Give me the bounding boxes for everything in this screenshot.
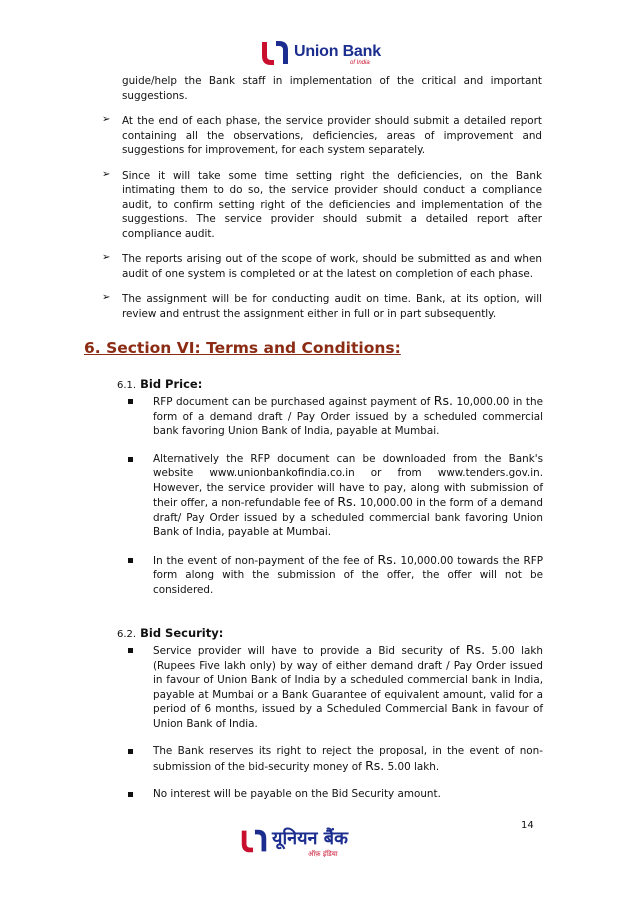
list-item-text: The Bank reserves its right to reject the proposal, in the event of non-submission of the bid-security money of Rs. 5.00 lakh. xyxy=(153,745,543,773)
subsection-number: 6.2. xyxy=(117,629,137,640)
list-item-text: The reports arising out of the scope of work, should be submitted as and when audit of one system is completed or at the latest on completion of each phase. xyxy=(122,253,542,280)
subsection-number: 6.1. xyxy=(117,380,137,391)
list-item xyxy=(127,452,543,540)
square-bullet-icon xyxy=(128,558,133,563)
footer-logo-subtext: ऑफ़ इंडिया xyxy=(308,850,338,858)
page-number: 14 xyxy=(521,820,534,831)
bid-price-list xyxy=(127,394,543,597)
list-item-text: At the end of each phase, the service provider should submit a detailed report containing all the observations, deficiencies, areas of improvement and suggestions for improvement, for each system separately. xyxy=(122,115,542,156)
list-item xyxy=(127,643,543,731)
list-item-text: Service provider will have to provide a Bid security of Rs. 5.00 lakh (Rupees Five lakh only) by way of either demand draft / Pay Order issued in favour of Union Bank of India by a scheduled commercial bank in India, payable at Mumbai or a Bank Guarantee of equivalent amount, valid for a period of 6 months, issued by a Scheduled Commercial Bank in favour of Union Bank of India. xyxy=(153,642,543,730)
footer-logo xyxy=(238,824,388,860)
square-bullet-icon xyxy=(128,457,133,462)
arrow-bullet-icon: ➢ xyxy=(102,292,111,303)
list-item xyxy=(127,787,543,802)
subsection-heading-bid-security xyxy=(117,622,223,641)
subsection-heading-bid-price xyxy=(117,373,202,392)
list-item xyxy=(96,169,542,242)
header-logo xyxy=(258,38,388,70)
list-item-text: The assignment will be for conducting audit on time. Bank, at its option, will review and entrust the assignment either in full or in part subsequently. xyxy=(122,293,542,320)
continuation-paragraph: guide/help the Bank staff in implementation of the critical and important suggestions. xyxy=(122,75,542,102)
list-item-text: In the event of non-payment of the fee of Rs. 10,000.00 towards the RFP form along with the submission of the offer, the offer will not be considered. xyxy=(153,551,543,596)
subsection-title: Bid Security: xyxy=(140,626,224,640)
arrow-bullet-icon: ➢ xyxy=(102,168,111,180)
square-bullet-icon xyxy=(128,749,133,754)
list-item xyxy=(127,394,543,439)
header-logo-subtext: of India xyxy=(350,60,370,66)
union-bank-logo-icon xyxy=(238,826,270,856)
list-item xyxy=(96,252,542,281)
subsection-title: Bid Price: xyxy=(140,377,203,391)
arrow-bullet-icon: ➢ xyxy=(102,252,111,263)
bid-security-list xyxy=(127,643,543,802)
list-item-text: Since it will take some time setting right the deficiencies, on the Bank intimating them to do so, the service provider should conduct a compliance audit, to confirm setting right of the deficiencies and implementation of the suggestions. The service provider should submit a detailed report after compliance audit. xyxy=(122,169,542,240)
square-bullet-icon xyxy=(128,792,133,797)
list-item-text: No interest will be payable on the Bid Security amount. xyxy=(153,788,441,800)
list-item xyxy=(127,744,543,774)
section-title: 6. Section VI: Terms and Conditions: xyxy=(84,339,401,357)
list-item-text: Alternatively the RFP document can be downloaded from the Bank's website www.unionbankofindia.co.in or from www.tenders.gov.in. However, the service provider will have to pay, along with submission of their offer, a non-refundable fee of Rs. 10,000.00 in the form of a demand draft/ Pay Order issued by a scheduled commercial bank favoring Union Bank of India, payable at Mumbai. xyxy=(153,452,544,538)
list-item-text: RFP document can be purchased against payment of Rs. 10,000.00 in the form of a demand draft / Pay Order issued by a scheduled commercial bank favoring Union Bank of India, payable at Mumbai. xyxy=(153,393,543,437)
header-logo-text: Union Bank xyxy=(294,43,381,60)
union-bank-logo-icon xyxy=(258,38,292,68)
square-bullet-icon xyxy=(128,648,133,653)
square-bullet-icon xyxy=(128,399,133,404)
body-content xyxy=(96,74,542,321)
arrow-bullet-icon: ➢ xyxy=(102,114,111,125)
list-item xyxy=(96,292,542,321)
list-item xyxy=(127,553,543,598)
footer-logo-text: यूनियन बैंक xyxy=(272,828,348,849)
list-item xyxy=(96,114,542,158)
